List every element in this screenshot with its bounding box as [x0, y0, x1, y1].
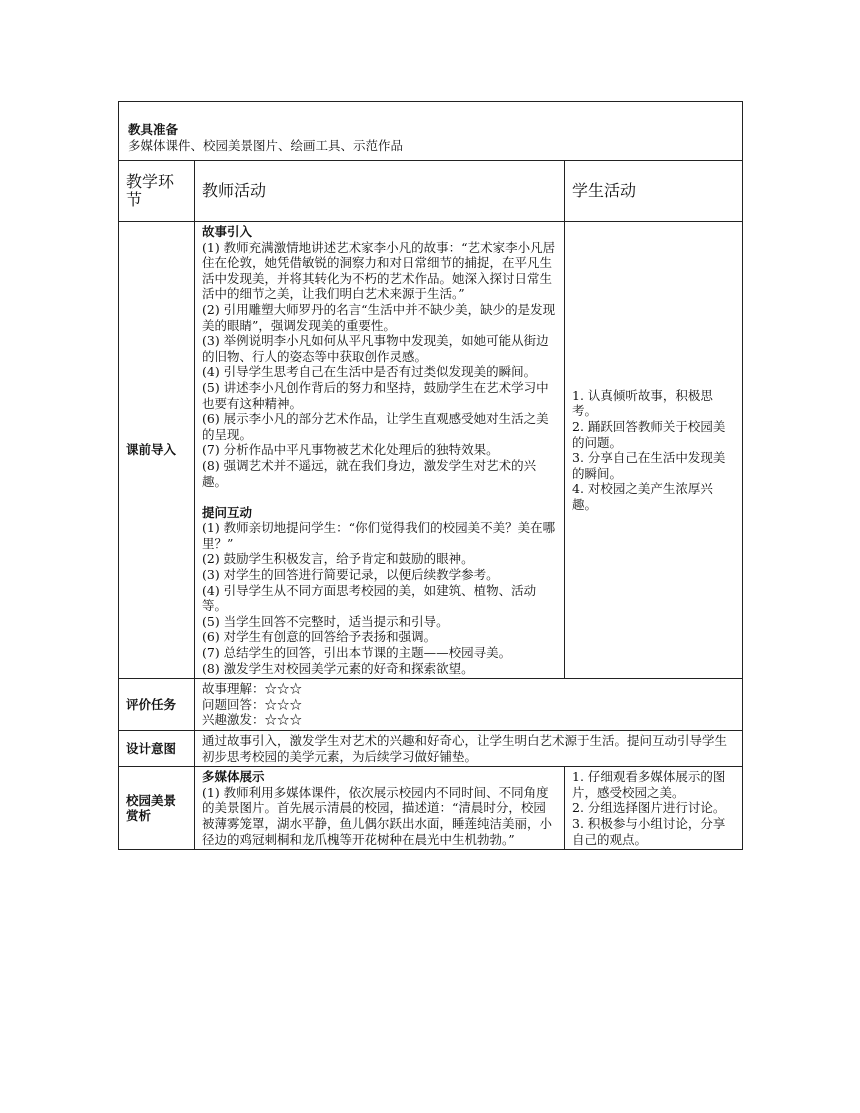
question-item: (8) 激发学生对校园美学元素的好奇和探索欲望。 [202, 660, 474, 676]
story-item: (6) 展示李小凡的部分艺术作品，让学生直观感受她对生活之美的呈现。 [202, 411, 549, 442]
eval-item: 故事理解：☆☆☆ [202, 681, 303, 697]
eval-cell [195, 679, 743, 731]
question-item: (7) 总结学生的回答，引出本节课的主题——校园寻美。 [202, 645, 512, 661]
eval-item: 兴趣激发：☆☆☆ [202, 712, 303, 728]
appreciate-label: 校园美景赏析 [119, 767, 195, 850]
question-item: (2) 鼓励学生积极发言，给予肯定和鼓励的眼神。 [202, 551, 474, 567]
prep-row [119, 102, 743, 161]
question-item: (5) 当学生回答不完整时，适当提示和引导。 [202, 613, 449, 629]
appreciate-teacher-cell [195, 767, 565, 850]
student-item: 2. 踊跃回答教师关于校园美的问题。 [572, 418, 726, 450]
header-row [119, 161, 743, 222]
story-item: (5) 讲述李小凡创作背后的努力和坚持，鼓励学生在艺术学习中也要有这种精神。 [202, 379, 549, 411]
story-title: 故事引入 [202, 224, 253, 239]
student-item: 1. 认真倾听故事，积极思考。 [572, 387, 713, 419]
header-phase: 教学环节 [119, 161, 195, 222]
lesson-plan-page [118, 101, 742, 850]
prep-title: 教具准备 [128, 122, 179, 137]
media-title: 多媒体展示 [202, 769, 265, 785]
lesson-plan-table [118, 101, 743, 850]
story-item: (1) 教师充满激情地讲述艺术家李小凡的故事：“艺术家李小凡居住在伦敦，她凭借敏锐的洞察力和对日常细节的捕捉，在平凡生活中发现美，并将其转化为不朽的艺术作品。她深入探讨日常生活中的细节之美，让我们明白艺术来源于生活。” [202, 239, 556, 302]
header-teacher: 教师活动 [195, 161, 565, 222]
prep-content: 多媒体课件、校园美景图片、绘画工具、示范作品 [128, 137, 404, 153]
eval-label: 评价任务 [119, 679, 195, 731]
media-item: (1) 教师利用多媒体课件，依次展示校园内不同时间、不同角度的美景图片。首先展示清晨的校园，描述道：“清晨时分，校园被薄雾笼罩，湖水平静，鱼儿偶尔跃出水面，睡莲纯洁美丽，小径边的鸡冠刺桐和龙爪槐等开花树种在晨光中生机勃勃。” [202, 784, 553, 847]
eval-row [119, 679, 743, 731]
prep-cell [119, 102, 743, 161]
story-item: (4) 引导学生思考自己在生活中是否有过类似发现美的瞬间。 [202, 364, 537, 380]
design-row [119, 731, 743, 767]
intro-row [119, 222, 743, 679]
design-label: 设计意图 [119, 731, 195, 767]
student-item: 3. 积极参与小组讨论，分享自己的观点。 [572, 815, 726, 847]
question-item: (3) 对学生的回答进行简要记录，以便后续教学参考。 [202, 567, 499, 583]
story-item: (3) 举例说明李小凡如何从平凡事物中发现美，如她可能从街边的旧物、行人的姿态等中获取创作灵感。 [202, 333, 549, 364]
intro-teacher-cell [195, 222, 565, 679]
appreciate-row [119, 767, 743, 850]
story-item: (2) 引用雕塑大师罗丹的名言“生活中并不缺少美，缺少的是发现美的眼睛”，强调发现美的重要性。 [202, 301, 556, 333]
story-item: (8) 强调艺术并不遥远，就在我们身边，激发学生对艺术的兴趣。 [202, 457, 537, 489]
question-item: (4) 引导学生从不同方面思考校园的美，如建筑、植物、活动等。 [202, 582, 537, 614]
intro-student-cell [565, 222, 743, 679]
eval-item: 问题回答：☆☆☆ [202, 696, 303, 712]
student-item: 2. 分组选择图片进行讨论。 [572, 800, 726, 816]
intro-label: 课前导入 [119, 222, 195, 679]
question-item: (1) 教师亲切地提问学生：“你们觉得我们的校园美不美？美在哪里？” [202, 520, 556, 551]
section-gap [202, 489, 557, 505]
design-content: 通过故事引入，激发学生对艺术的兴趣和好奇心，让学生明白艺术源于生活。提问互动引导学生初步思考校园的美学元素，为后续学习做好铺垫。 [195, 731, 743, 767]
question-item: (6) 对学生有创意的回答给予表扬和强调。 [202, 629, 437, 645]
student-item: 4. 对校园之美产生浓厚兴趣。 [572, 481, 713, 512]
story-item: (7) 分析作品中平凡事物被艺术化处理后的独特效果。 [202, 442, 499, 458]
student-item: 1. 仔细观看多媒体展示的图片，感受校园之美。 [572, 769, 726, 800]
question-title: 提问互动 [202, 504, 253, 520]
header-student: 学生活动 [565, 161, 743, 222]
appreciate-student-cell [565, 767, 743, 850]
student-item: 3. 分享自己在生活中发现美的瞬间。 [572, 450, 726, 481]
